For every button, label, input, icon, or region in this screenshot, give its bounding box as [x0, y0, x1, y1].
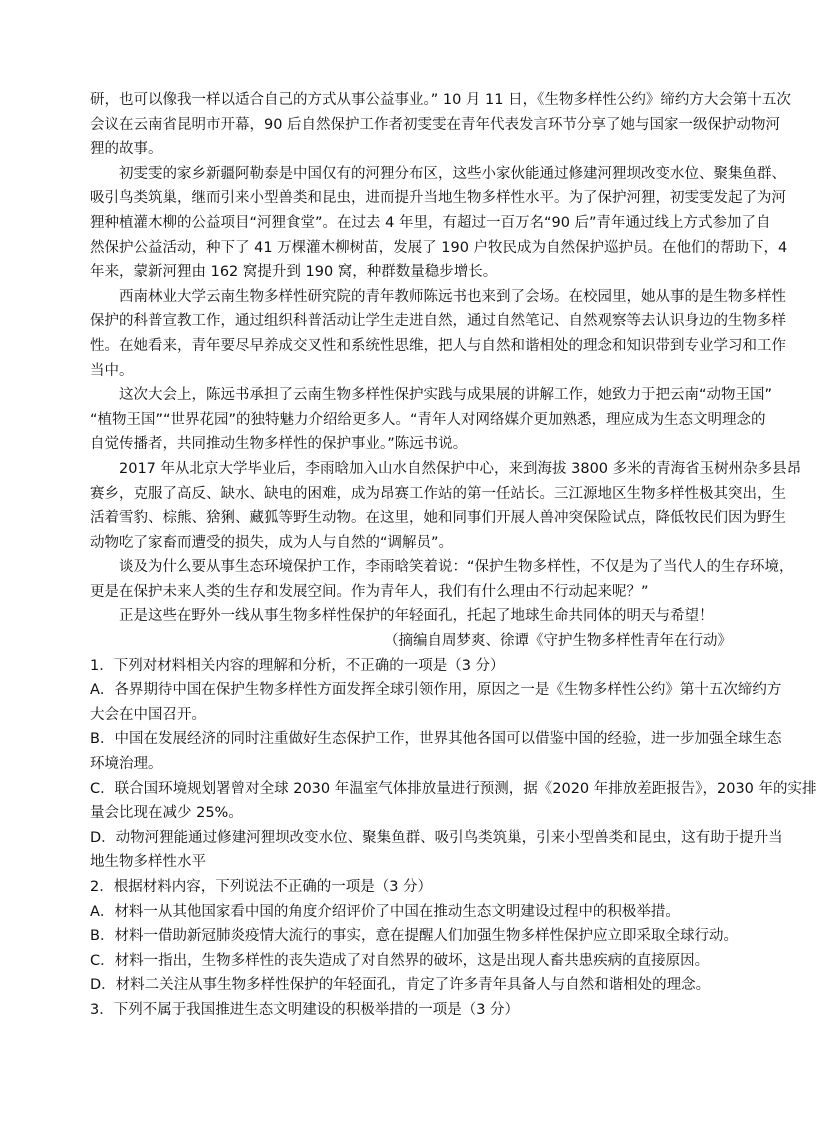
answer-option: D．材料二关注从事生物多样性保护的年轻面孔，肯定了许多青年具备人与自然和谐相处的理念。 [90, 977, 711, 994]
answer-option: 环境治理。 [90, 756, 163, 773]
text-line: 2017 年从北京大学毕业后，李雨晗加入山水自然保护中心，来到海拔 3800 多米的青海省玉树州杂多县昂 [119, 460, 802, 477]
text-line: 初雯雯的家乡新疆阿勒泰是中国仅有的河狸分布区，这些小家伙能通过修建河狸坝改变水位、聚集鱼群、 [119, 165, 786, 182]
text-line: 动物吃了家畜而遭受的损失，成为人与自然的“调解员”。 [90, 534, 454, 551]
question [90, 875, 738, 998]
answer-option: A．各界期待中国在保护生物多样性方面发挥全球引领作用，原因之一是《生物多样性公约》第十五次缔约方 [90, 682, 782, 699]
source-citation: （摘编自周梦爽、徐谭《守护生物多样性青年在行动》 [384, 633, 732, 650]
question-stem: 3．下列不属于我国推进生态文明建设的积极举措的一项是（3 分） [90, 1001, 520, 1018]
answer-option: B．中国在发展经济的同时注重做好生态保护工作，世界其他各国可以借鉴中国的经验，进一步加强全球生态 [90, 731, 782, 748]
question-stem: 1．下列对材料相关内容的理解和分析，不正确的一项是（3 分） [90, 657, 505, 674]
text-line: 然保护公益活动，种下了 41 万棵灌木柳树苗，发展了 190 户牧民成为自然保护巡护员。在他们的帮助下，4 [90, 239, 788, 256]
text-line: “植物王国”“世界花园”的独特魅力介绍给更多人。“青年人对网络媒介更加熟悉，理应成为生态文明理念的 [90, 411, 766, 428]
text-line: 这次大会上，陈远书承担了云南生物多样性保护实践与成果展的讲解工作，她致力于把云南“动物王国” [119, 387, 773, 404]
paragraph [90, 555, 794, 604]
text-line: 狸种植灌木柳的公益项目“河狸食堂”。在过去 4 年里，有超过一百万名“90 后”青年通过线上方式参加了自 [90, 214, 771, 231]
answer-option: D．动物河狸能通过修建河狸坝改变水位、聚集鱼群、吸引鸟类筑巢，引来小型兽类和昆虫，这有助于提升当 [90, 829, 783, 846]
answer-option: C．材料一指出，生物多样性的丧失造成了对自然界的破坏，这是出现人畜共患疾病的直接原因。 [90, 952, 710, 969]
text-line: 性。在她看来，青年要尽早养成交叉性和系统性思维，把人与自然和谐相处的理念和知识带到专业学习和工作 [90, 337, 786, 354]
answer-option: A．材料一从其他国家看中国的角度介绍评价了中国在推动生态文明建设过程中的积极举措。 [90, 903, 680, 920]
text-line: 保护的科普宣教工作，通过组织科普活动让学生走进自然，通过自然笔记、自然观察等去认识身边的生物多样 [90, 313, 786, 330]
text-line: 当中。 [90, 362, 134, 379]
paragraph [90, 88, 791, 162]
question [90, 998, 734, 1023]
text-line: 活着雪豹、棕熊、猞猁、藏狐等野生动物。在这里，她和同事们开展人兽冲突保险试点，降低牧民们因为野生 [90, 510, 786, 527]
text-line: 研，也可以像我一样以适合自己的方式从事公益事业。” 10 月 11 日，《生物多样性公约》缔约方大会第十五次 [90, 92, 791, 108]
paragraph [90, 604, 734, 629]
text-line: 自觉传播者，共同推动生物多样性的保护事业。”陈远书说。 [90, 436, 468, 453]
text-line: 狸的故事。 [90, 141, 163, 158]
text-line: 更是在保护未来人类的生存和发展空间。作为青年人，我们有什么理由不行动起来呢？” [90, 583, 649, 600]
answer-option: 量会比现在减少 25%。 [90, 805, 243, 822]
paragraph [90, 457, 802, 555]
question-list [90, 654, 817, 1023]
answer-option: B．材料一借助新冠肺炎疫情大流行的事实，意在提醒人们加强生物多样性保护应立即采取全球行动。 [90, 928, 738, 945]
paragraph [90, 383, 773, 457]
question-stem: 2．根据材料内容，下列说法不正确的一项是（3 分） [90, 879, 433, 895]
answer-option: C．联合国环境规划署曾对全球 2030 年温室气体排放量进行预测，据《2020 年排放差距报告》，2030 年的实排 [90, 780, 817, 797]
answer-option: 地生物多样性水平 [90, 854, 206, 871]
answer-option: 大会在中国召开。 [90, 706, 206, 723]
text-line: 年来，蒙新河狸由 162 窝提升到 190 窝，种群数量稳步增长。 [90, 264, 498, 281]
text-line: 谈及为什么要从事生态环境保护工作，李雨晗笑着说：“保护生物多样性，不仅是为了当代人的生存环境， [119, 559, 794, 576]
paragraph [90, 285, 786, 383]
text-line: 正是这些在野外一线从事生物多样性保护的年轻面孔，托起了地球生命共同体的明天与希望！ [119, 608, 714, 625]
paragraph [90, 162, 788, 285]
text-line: 吸引鸟类筑巢，继而引来小型兽类和昆虫，进而提升当地生物多样性水平。为了保护河狸，初雯雯发起了为河 [90, 190, 786, 207]
question [90, 654, 817, 875]
text-line: 赛乡，克服了高反、缺水、缺电的困难，成为昂赛工作站的第一任站长。三江源地区生物多样性极其突出，生 [90, 485, 786, 502]
article-body [90, 88, 802, 629]
text-line: 西南林业大学云南生物多样性研究院的青年教师陈远书也来到了会场。在校园里，她从事的是生物多样性 [119, 288, 786, 305]
text-line: 会议在云南省昆明市开幕，90 后自然保护工作者初雯雯在青年代表发言环节分享了她与国家一级保护动物河 [90, 116, 781, 133]
